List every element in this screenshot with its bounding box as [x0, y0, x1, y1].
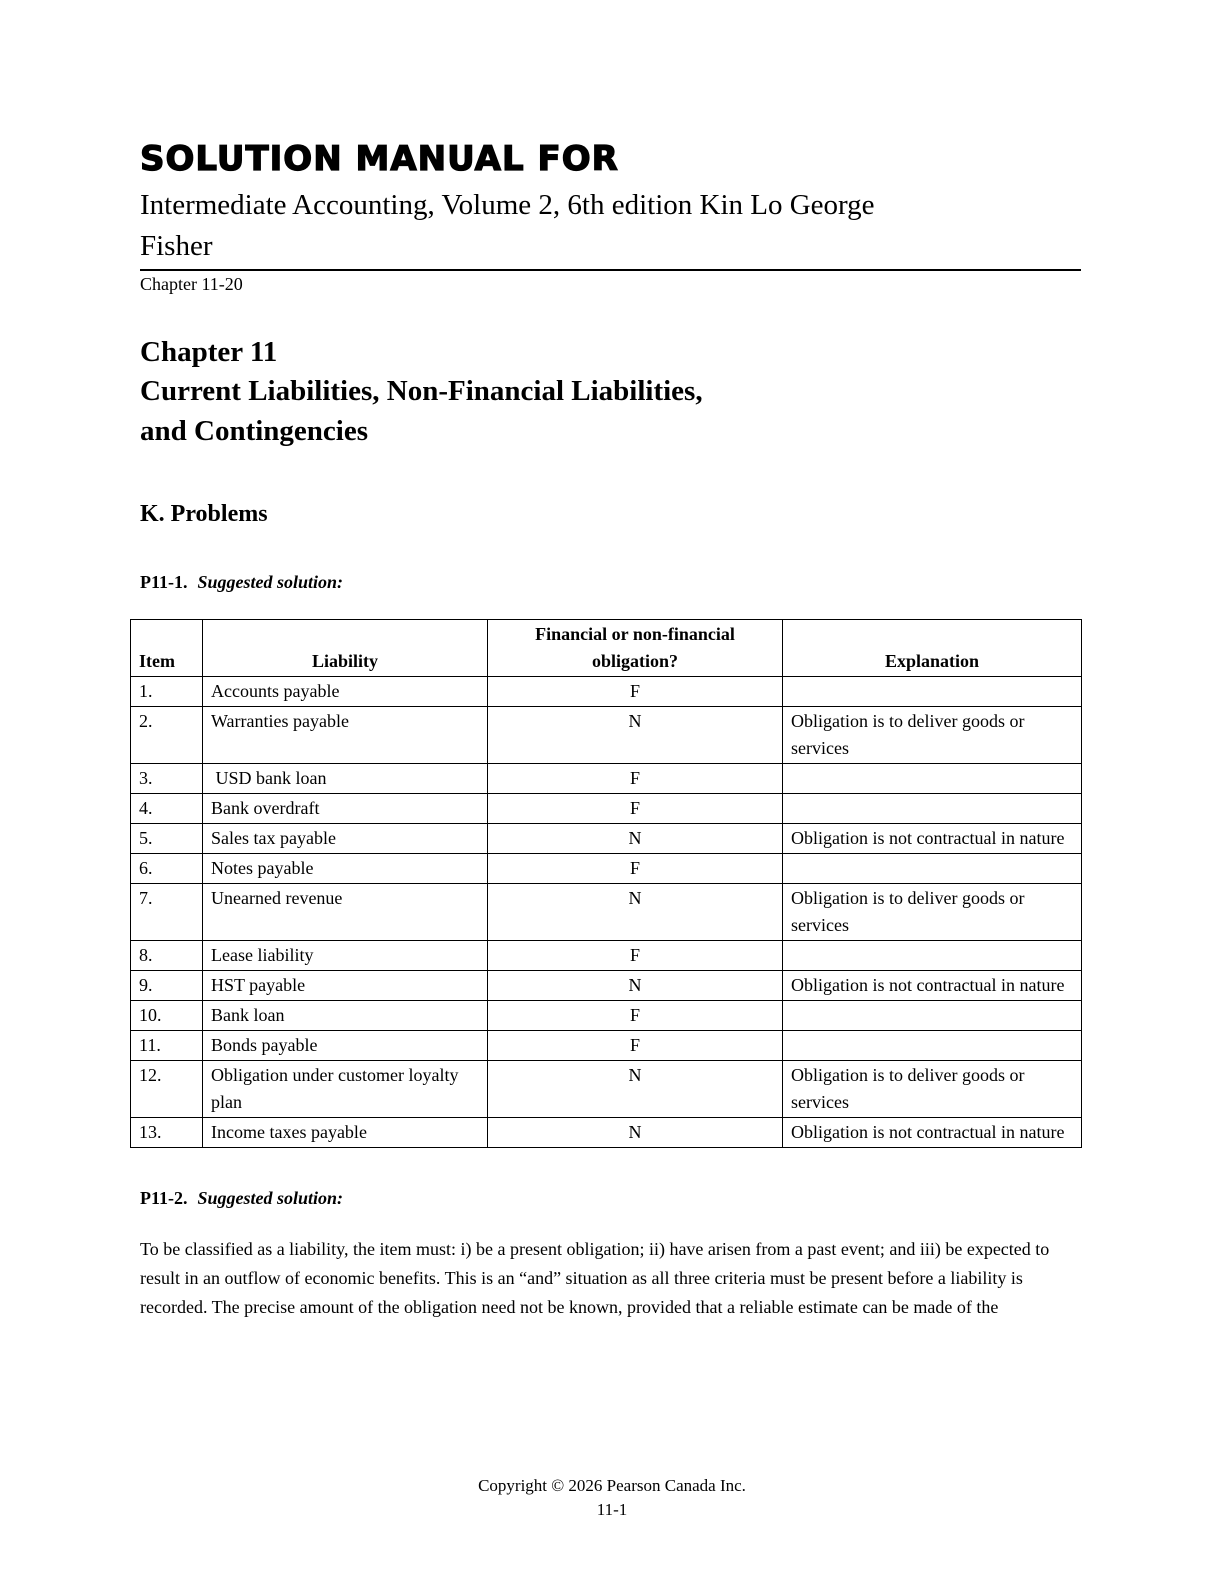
- cell-item: 13.: [131, 1117, 203, 1147]
- cell-explanation: [783, 1000, 1082, 1030]
- chapter-title-line1: Current Liabilities, Non-Financial Liabilities,: [140, 375, 703, 408]
- section-heading: K. Problems: [140, 500, 268, 527]
- cell-item: 3.: [131, 763, 203, 793]
- table-header-row: [131, 619, 1082, 676]
- cell-obligation: N: [488, 883, 783, 940]
- header-obligation: Financial or non-financial obligation?: [488, 619, 783, 676]
- cell-liability: Sales tax payable: [203, 823, 488, 853]
- problem-p11-1-heading: [140, 572, 1081, 593]
- cell-explanation: Obligation is not contractual in nature: [783, 970, 1082, 1000]
- book-title-block: [140, 185, 1081, 271]
- header-liability: Liability: [203, 619, 488, 676]
- chapter-heading: [140, 333, 1081, 450]
- solution-table-header: [131, 619, 1082, 676]
- table-row: [131, 1117, 1082, 1147]
- table-row: [131, 1060, 1082, 1117]
- cell-explanation: [783, 1030, 1082, 1060]
- chapter-title-line2: and Contingencies: [140, 414, 369, 447]
- cell-obligation: F: [488, 676, 783, 706]
- cell-item: 5.: [131, 823, 203, 853]
- problem-p11-1-label: P11-1.: [140, 571, 188, 592]
- cell-explanation: Obligation is not contractual in nature: [783, 1117, 1082, 1147]
- cell-liability: Obligation under customer loyalty plan: [203, 1060, 488, 1117]
- cell-liability: HST payable: [203, 970, 488, 1000]
- cell-obligation: N: [488, 970, 783, 1000]
- cell-explanation: [783, 676, 1082, 706]
- cell-explanation: Obligation is to deliver goods or services: [783, 1060, 1082, 1117]
- table-row: [131, 1000, 1082, 1030]
- solution-table-body: [131, 676, 1082, 1147]
- cell-explanation: [783, 793, 1082, 823]
- problem-p11-1-subtitle: Suggested solution:: [197, 571, 344, 592]
- cell-liability: Accounts payable: [203, 676, 488, 706]
- cell-liability: Bonds payable: [203, 1030, 488, 1060]
- manual-title: SOLUTION MANUAL FOR: [140, 139, 619, 179]
- table-row: [131, 1030, 1082, 1060]
- cell-obligation: F: [488, 763, 783, 793]
- chapter-range: Chapter 11-20: [140, 274, 243, 295]
- cell-item: 12.: [131, 1060, 203, 1117]
- cell-liability: Unearned revenue: [203, 883, 488, 940]
- table-row: [131, 823, 1082, 853]
- cell-item: 6.: [131, 853, 203, 883]
- table-row: [131, 940, 1082, 970]
- chapter-number: Chapter 11: [140, 336, 278, 369]
- cell-obligation: N: [488, 706, 783, 763]
- cell-liability: USD bank loan: [203, 763, 488, 793]
- cell-explanation: Obligation is to deliver goods or services: [783, 706, 1082, 763]
- book-title-line2: Fisher: [140, 229, 213, 262]
- table-row: [131, 970, 1082, 1000]
- header-explanation: Explanation: [783, 619, 1082, 676]
- cell-liability: Warranties payable: [203, 706, 488, 763]
- cell-explanation: Obligation is to deliver goods or services: [783, 883, 1082, 940]
- cell-item: 7.: [131, 883, 203, 940]
- cell-item: 9.: [131, 970, 203, 1000]
- book-title-line1: Intermediate Accounting, Volume 2, 6th edition Kin Lo George: [140, 189, 875, 222]
- problem-p11-2-subtitle: Suggested solution:: [197, 1187, 344, 1208]
- cell-explanation: [783, 763, 1082, 793]
- cell-liability: Income taxes payable: [203, 1117, 488, 1147]
- cell-obligation: N: [488, 1060, 783, 1117]
- cell-item: 1.: [131, 676, 203, 706]
- solution-table: [130, 619, 1082, 1148]
- cell-obligation: N: [488, 1117, 783, 1147]
- table-row: [131, 763, 1082, 793]
- cell-obligation: N: [488, 823, 783, 853]
- cell-obligation: F: [488, 1000, 783, 1030]
- cell-item: 8.: [131, 940, 203, 970]
- cell-obligation: F: [488, 940, 783, 970]
- cell-explanation: [783, 853, 1082, 883]
- problem-p11-2-heading: [140, 1188, 1081, 1209]
- cell-liability: Bank overdraft: [203, 793, 488, 823]
- cell-item: 2.: [131, 706, 203, 763]
- footer-page-number: 11-1: [596, 1500, 628, 1519]
- table-row: [131, 853, 1082, 883]
- cell-explanation: [783, 940, 1082, 970]
- cell-obligation: F: [488, 793, 783, 823]
- table-row: [131, 793, 1082, 823]
- table-row: [131, 706, 1082, 763]
- cell-obligation: F: [488, 853, 783, 883]
- cell-item: 10.: [131, 1000, 203, 1030]
- cell-item: 11.: [131, 1030, 203, 1060]
- cell-liability: Lease liability: [203, 940, 488, 970]
- table-row: [131, 883, 1082, 940]
- header-item: Item: [131, 619, 203, 676]
- cell-obligation: F: [488, 1030, 783, 1060]
- problem-p11-2-label: P11-2.: [140, 1187, 188, 1208]
- footer-copyright: Copyright © 2026 Pearson Canada Inc.: [478, 1476, 746, 1495]
- cell-liability: Bank loan: [203, 1000, 488, 1030]
- page-footer: [0, 1474, 1224, 1522]
- cell-explanation: Obligation is not contractual in nature: [783, 823, 1082, 853]
- cell-liability: Notes payable: [203, 853, 488, 883]
- problem-p11-2-paragraph: To be classified as a liability, the item must: i) be a present obligation; ii) have arisen from a past event; and iii) be expected to result in an outflow of economic benefits. This is an “and” situation as all three criteria must be present before a liability is recorded. The precise amount of the obligation need not be known, provided that a reliable estimate can be made of the: [140, 1238, 1050, 1317]
- cell-item: 4.: [131, 793, 203, 823]
- table-row: [131, 676, 1082, 706]
